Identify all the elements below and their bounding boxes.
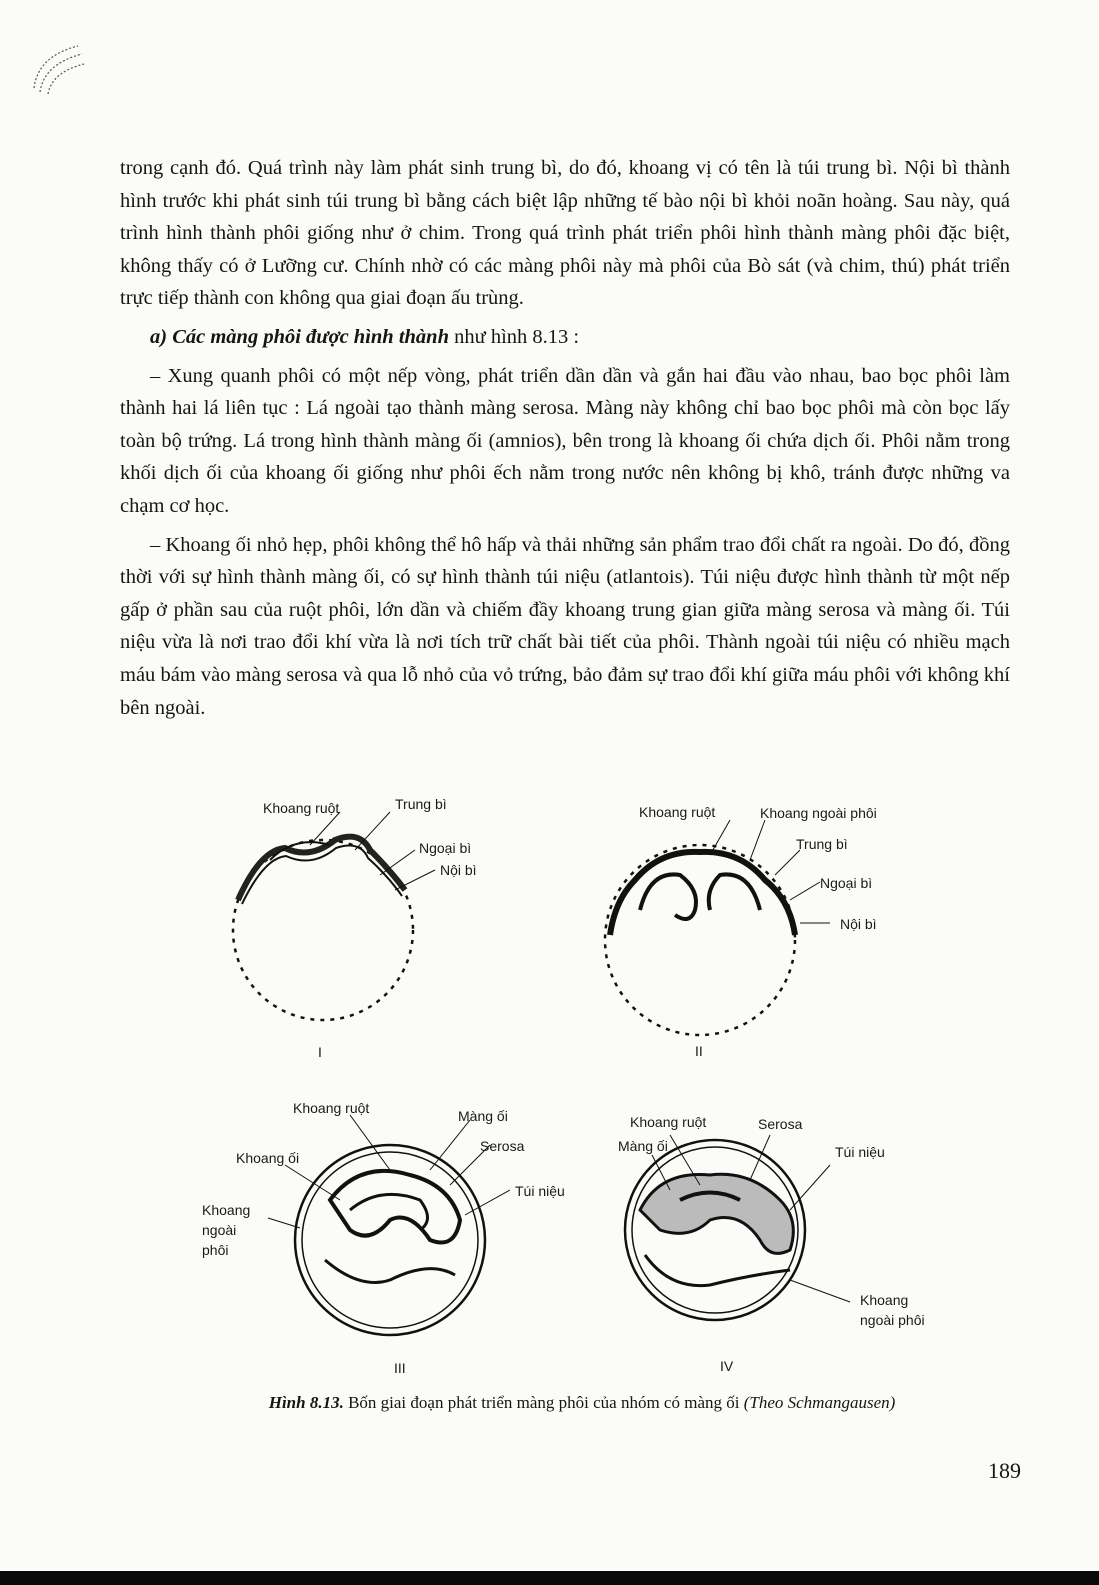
label-s3-serosa: Serosa xyxy=(480,1138,525,1154)
label-s2-khoang-ngoai-phoi: Khoang ngoài phôi xyxy=(760,805,877,821)
subheading-italic: a) Các màng phôi được hình thành xyxy=(150,325,449,348)
subheading-rest: như hình 8.13 : xyxy=(448,325,580,348)
label-s3-khoang-ruot: Khoang ruột xyxy=(293,1100,370,1116)
stage-2-diagram xyxy=(605,820,830,1035)
label-s3-khoang-oi: Khoang ối xyxy=(236,1150,300,1166)
label-s2-trung-bi: Trung bì xyxy=(796,836,848,852)
caption-text: Bốn giai đoạn phát triển màng phôi của nhóm có màng ối xyxy=(343,1393,744,1412)
stage-label-2: II xyxy=(695,1043,703,1059)
label-s4-khoang-ngoai-phoi-1: Khoang xyxy=(860,1292,909,1308)
label-s1-ngoai-bi: Ngoại bì xyxy=(419,840,472,856)
paragraph-2: – Xung quanh phôi có một nếp vòng, phát triển dần dần và gắn hai đầu vào nhau, bao bọc phôi làm thành hai lá liên tục : Lá ngoài tạo thành màng serosa. Màng này không chỉ bao bọc phôi mà còn bọc lấy toàn bộ trứng. Lá trong hình thành màng ối (amnios), bên trong là khoang ối chứa dịch ối. Phôi nằm trong khối dịch ối của khoang ối giống như phôi ếch nằm trong nước nên không bị khô, tránh được những va chạm cơ học. xyxy=(120,364,1010,517)
figure-caption xyxy=(172,1393,992,1413)
subheading xyxy=(120,321,1010,354)
stage-label-4: IV xyxy=(720,1358,734,1374)
label-s3-mang-oi: Màng ối xyxy=(458,1108,508,1124)
label-s4-mang-oi: Màng ối xyxy=(618,1138,668,1154)
body-text xyxy=(120,152,1010,730)
label-s3-khoang-ngoai-phoi-2: ngoài xyxy=(202,1222,237,1238)
label-s2-noi-bi: Nội bì xyxy=(840,916,877,932)
paragraph-3: – Khoang ối nhỏ hẹp, phôi không thể hô hấp và thải những sản phẩm trao đổi chất ra ngoài. Do đó, đồng thời với sự hình thành màng ối, có sự hình thành túi niệu (atlantois). Túi niệu được hình thành từ một nếp gấp ở phần sau của ruột phôi, lớn dần và chiếm đầy khoang trung gian giữa màng serosa và màng ối. Túi niệu vừa là nơi trao đổi khí vừa là nơi tích trữ chất bài tiết của phôi. Thành ngoài túi niệu có nhiều mạch máu bám vào màng serosa và qua lỗ nhỏ của vỏ trứng, bảo đảm sự trao đổi khí giữa máu phôi với không khí bên ngoài. xyxy=(120,533,1010,719)
caption-source: (Theo Schmangausen) xyxy=(743,1393,896,1412)
stage-1-diagram xyxy=(233,812,435,1020)
library-stamp-icon xyxy=(28,38,88,98)
label-s1-trung-bi: Trung bì xyxy=(395,796,447,812)
label-s3-khoang-ngoai-phoi-1: Khoang xyxy=(202,1202,251,1218)
label-s4-serosa: Serosa xyxy=(758,1116,803,1132)
label-s4-khoang-ruot: Khoang ruột xyxy=(630,1114,707,1130)
label-s3-khoang-ngoai-phoi-3: phôi xyxy=(202,1242,229,1258)
label-s1-noi-bi: Nội bì xyxy=(440,862,477,878)
label-s4-khoang-ngoai-phoi-2: ngoài phôi xyxy=(860,1312,925,1328)
stage-label-1: I xyxy=(318,1044,322,1060)
label-s4-tui-nieu: Túi niệu xyxy=(835,1144,885,1160)
label-s2-khoang-ruot: Khoang ruột xyxy=(639,804,716,820)
stage-4-diagram xyxy=(625,1135,850,1320)
page-number: 189 xyxy=(988,1458,1021,1483)
label-s2-ngoai-bi: Ngoại bì xyxy=(820,875,873,891)
label-s1-khoang-ruot: Khoang ruột xyxy=(263,800,340,816)
stage-3-diagram xyxy=(268,1115,510,1335)
paragraph-1: trong cạnh đó. Quá trình này làm phát sinh trung bì, do đó, khoang vị có tên là túi trung bì. Nội bì thành hình trước khi phát sinh túi trung bì bằng cách biệt lập những tế bào nội bì khỏi noãn hoàng. Sau này, quá trình hình thành phôi giống như ở chim. Trong quá trình phát triển phôi hình thành màng phôi đặc biệt, không thấy có ở Lưỡng cư. Chính nhờ có các màng phôi này mà phôi của Bò sát (và chim, thú) phát triển trực tiếp thành con không qua giai đoạn ấu trùng. xyxy=(120,157,1010,310)
scan-edge-bar xyxy=(0,1571,1099,1585)
stage-label-3: III xyxy=(394,1360,406,1376)
caption-label: Hình 8.13. xyxy=(268,1393,344,1412)
label-s3-tui-nieu: Túi niệu xyxy=(515,1183,565,1199)
figure-8-13 xyxy=(190,790,970,1390)
